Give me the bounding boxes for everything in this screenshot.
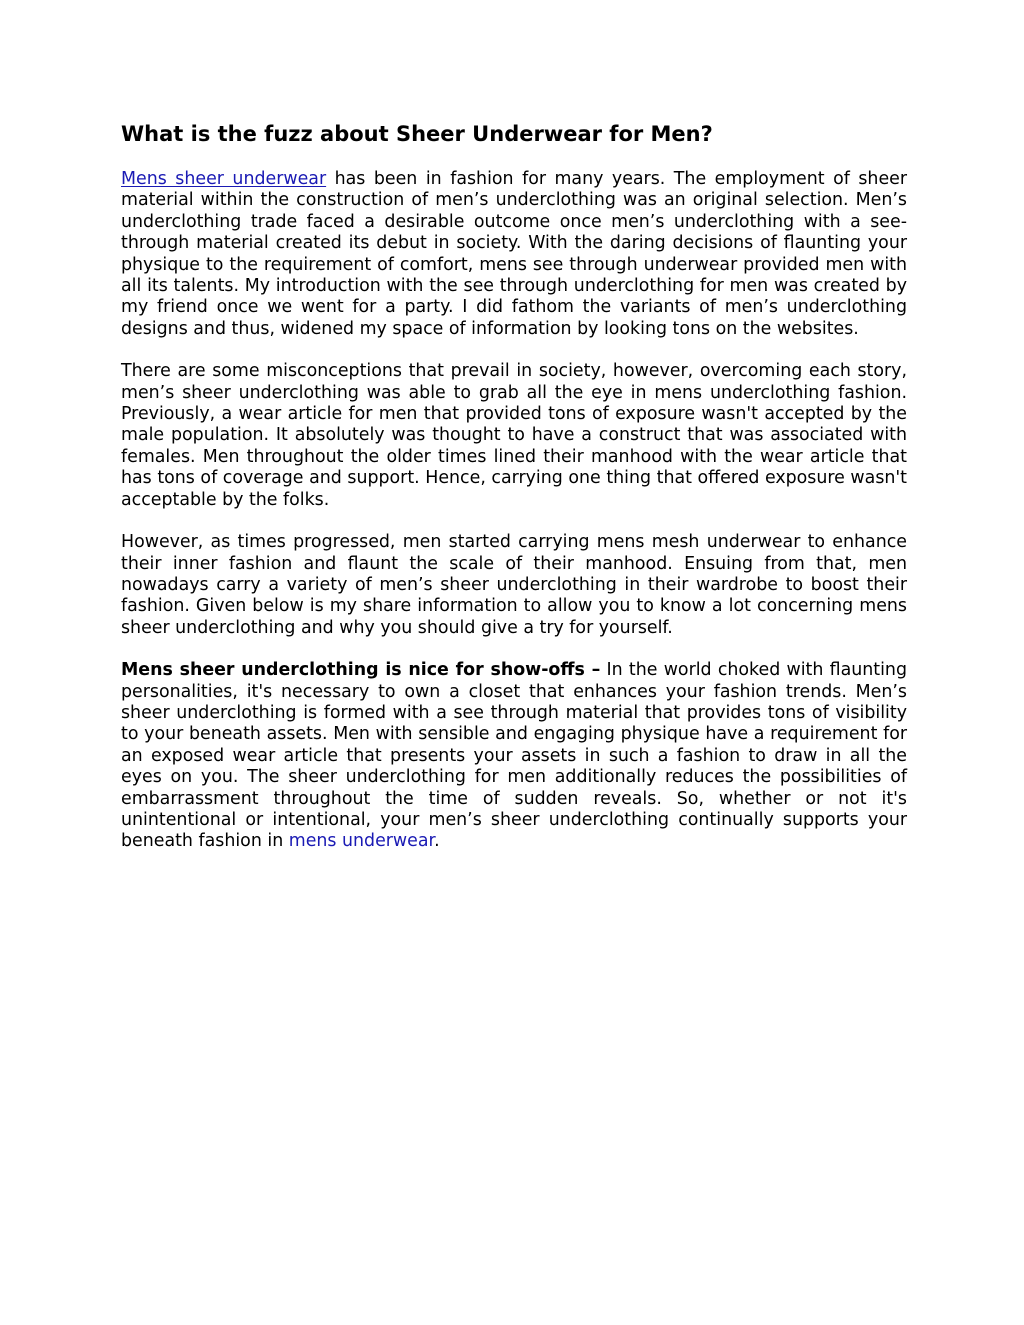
- mens-underwear-link[interactable]: mens underwear: [288, 831, 435, 852]
- paragraph-show-offs-lead: Mens sheer underclothing is nice for show-offs –: [121, 660, 601, 681]
- page-title: What is the fuzz about Sheer Underwear for Men?: [121, 122, 713, 146]
- paragraph-misconceptions-text: There are some misconceptions that prevail in society, however, overcoming each story, men’s sheer underclothing was able to grab all the eye in mens underclothing fashion. Previously, a wear article for men that provided tons of exposure wasn't accepted by the male population. It absolutely was thought to have a construct that was associated with females. Men throughout the older times lined their manhood with the wear article that has tons of coverage and support. Hence, carrying one thing that offered exposure wasn't acceptable by the folks.: [121, 361, 907, 510]
- paragraph-show-offs: [121, 660, 907, 853]
- paragraph-intro-text: has been in fashion for many years. The employment of sheer material within the construction of men’s underclothing was an original selection. Men’s underclothing trade faced a desirable outcome once men’s underclothing with a see-through material created its debut in society. With the daring decisions of flaunting your physique to the requirement of comfort, mens see through underwear provided men with all its talents. My introduction with the see through underclothing for men was created by my friend once we went for a party. I did fathom the variants of men’s underclothing designs and thus, widened my space of information by looking tons on the websites.: [121, 169, 907, 339]
- document-page: [121, 116, 907, 874]
- mens-sheer-underwear-link[interactable]: Mens sheer underwear: [121, 169, 327, 189]
- paragraph-progress-text: However, as times progressed, men started carrying mens mesh underwear to enhance their inner fashion and flaunt the scale of their manhood. Ensuing from that, men nowadays carry a variety of men’s sheer underclothing in their wardrobe to boost their fashion. Given below is my share information to allow you to know a lot concerning mens sheer underclothing and why you should give a try for yourself.: [121, 532, 907, 638]
- paragraph-show-offs-end: .: [434, 831, 440, 852]
- paragraph-progress: [121, 532, 907, 639]
- paragraph-show-offs-text: In the world choked with flaunting personalities, it's necessary to own a closet that enhances your fashion trends. Men’s sheer underclothing is formed with a see through material that provides tons of visibility to your beneath assets. Men with sensible and engaging physique have a requirement for an exposed wear article that presents your assets in such a fashion to draw in all the eyes on you. The sheer underclothing for men additionally reduces the possibilities of embarrassment throughout the time of sudden reveals. So, whether or not it's unintentional or intentional, your men’s sheer underclothing continually supports your beneath fashion in: [121, 660, 907, 852]
- paragraph-intro: [121, 169, 907, 340]
- paragraph-misconceptions: [121, 361, 907, 511]
